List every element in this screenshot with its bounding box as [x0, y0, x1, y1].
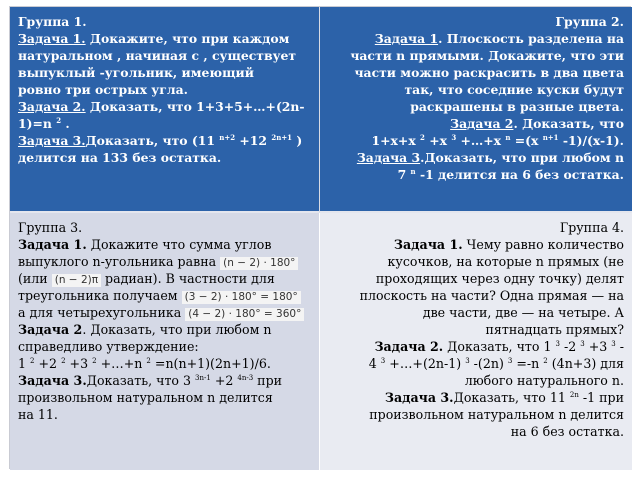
- exponent: 2: [543, 356, 548, 365]
- group-2-task-1-line-5: раскрашены в разные цвета.: [410, 99, 624, 114]
- task-text: 1)=n: [18, 116, 57, 131]
- exponent: 2: [61, 356, 66, 365]
- exponent: n: [505, 132, 511, 142]
- task-text: +x: [424, 133, 452, 148]
- task-text: треугольника получаем: [18, 288, 178, 303]
- task-text: -1 делится на 6 без остатка.: [415, 167, 624, 182]
- group-3-task-2-label: Задача 2: [18, 322, 83, 337]
- task-text: .Доказать, что при любом n: [420, 150, 624, 165]
- task-text: . Плоскость разделена на: [438, 31, 624, 46]
- group-4-cell: [320, 213, 632, 470]
- group-3-task-3-label: Задача 3.: [18, 373, 87, 388]
- exponent: 3: [555, 339, 560, 348]
- group-2-task-1-label: Задача 1: [374, 31, 439, 46]
- group-2-task-1-line-1: [328, 30, 624, 47]
- group-4-task-2-line-1: [328, 338, 624, 355]
- exponent: 3: [580, 339, 585, 348]
- exponent: n+1: [542, 132, 559, 142]
- task-text: =(x: [510, 133, 543, 148]
- group-1-task-2-line-1: [18, 98, 311, 115]
- group-2-title: Группа 2.: [555, 14, 624, 29]
- group-2-task-1-line-4: так, что соседние куски будут: [404, 82, 624, 97]
- group-3-task-1-line-3: [18, 270, 311, 287]
- task-text: +2: [210, 373, 238, 388]
- task-text: +12: [235, 133, 272, 148]
- formula-image: (n − 2)π: [52, 274, 101, 287]
- task-text: Доказать, что 3: [86, 373, 196, 388]
- group-3-task-3-line-3: на 11.: [18, 407, 58, 422]
- group-3-title: Группа 3.: [18, 220, 83, 235]
- exponent: 3: [611, 339, 616, 348]
- group-4-task-1-label: Задача 1.: [393, 237, 463, 252]
- task-text: +3: [584, 339, 612, 354]
- group-1-cell: [10, 7, 320, 213]
- group-4-task-1-line-2: кусочков, на которые n прямых (не: [387, 254, 624, 269]
- group-2-task-3-label: Задача 3: [356, 150, 421, 165]
- group-2-task-2-line-1: [328, 115, 624, 132]
- task-text: -1 при: [578, 390, 624, 405]
- task-text: Докажите что сумма углов: [86, 237, 272, 252]
- group-1-task-1-line-4: ровно три острых угла.: [18, 82, 188, 97]
- task-text: +…+x: [456, 133, 506, 148]
- formula-image: (4 − 2) · 180° = 360°: [185, 308, 304, 321]
- exponent: 3: [507, 356, 513, 365]
- task-text: Доказать, что (11: [85, 133, 220, 148]
- group-3-task-1-line-1: [18, 236, 311, 253]
- group-3-task-1-line-2: [18, 253, 311, 270]
- group-3-cell: [10, 213, 320, 470]
- group-3-task-2-line-3: [18, 355, 311, 372]
- task-text: +…+(2n-1): [385, 356, 466, 371]
- exponent: 3: [451, 132, 457, 142]
- group-1-title: Группа 1.: [18, 14, 87, 29]
- group-4-task-3-line-3: на 6 без остатка.: [510, 424, 624, 439]
- group-4-title: Группа 4.: [559, 220, 624, 235]
- group-3-task-1-line-5: [18, 304, 311, 321]
- group-3-task-1-line-4: [18, 287, 311, 304]
- group-4-task-1-line-3: проходящих через одну точку) делят: [375, 271, 624, 286]
- group-2-task-1-line-3: части можно раскрасить в два цвета: [354, 65, 624, 80]
- group-1-task-2-label: Задача 2.: [18, 99, 86, 114]
- group-3-task-2-line-2: справедливо утверждение:: [18, 339, 199, 354]
- groups-table: [9, 6, 631, 469]
- exponent: 2: [420, 132, 425, 142]
- exponent: 2: [92, 356, 97, 365]
- group-4-task-1-line-6: пятнадцать прямых?: [485, 322, 624, 337]
- task-text: Чему равно количество: [462, 237, 624, 252]
- task-text: +2: [34, 356, 62, 371]
- task-text: ): [292, 133, 303, 148]
- task-text: при: [253, 373, 283, 388]
- group-2-task-3-line-1: [328, 149, 624, 166]
- task-text: 1: [18, 356, 31, 371]
- group-4-task-2-line-3: любого натурального n.: [464, 373, 624, 388]
- exponent: 3: [380, 356, 386, 365]
- formula-image: (3 − 2) · 180° = 180°: [182, 291, 301, 304]
- exponent: 2: [30, 356, 35, 365]
- task-text: Доказать, что 1: [443, 339, 556, 354]
- exponent: n: [410, 166, 416, 176]
- group-4-task-1-line-4: плоскость на части? Одна прямая — на: [359, 288, 624, 303]
- group-4-task-3-label: Задача 3.: [384, 390, 454, 405]
- group-4-task-1-line-5: две части, две — на четыре. А: [422, 305, 624, 320]
- task-text: Доказать, что 1+3+5+…+(2n-: [85, 99, 305, 114]
- task-text: 4: [368, 356, 381, 371]
- task-text: -2: [559, 339, 581, 354]
- exponent: 2n+1: [271, 132, 293, 142]
- exponent: 2: [146, 356, 151, 365]
- task-text: выпуклого n-угольника равна: [18, 254, 217, 269]
- group-3-task-3-line-2: произвольном натуральном n делится: [18, 390, 273, 405]
- task-text: 1+x+x: [371, 133, 421, 148]
- group-3-task-3-line-1: [18, 372, 311, 389]
- task-text: (или: [18, 271, 52, 286]
- group-1-task-1-line-2: натуральном , начиная с , существует: [18, 48, 297, 63]
- group-1-task-1-label: Задача 1.: [18, 31, 86, 46]
- task-text: (4n+3) для: [547, 356, 624, 371]
- task-text: =n(n+1)(2n+1)/6.: [150, 356, 271, 371]
- exponent: 3: [465, 356, 470, 365]
- group-1-task-3-line-1: [18, 132, 311, 149]
- group-1-task-1-line-3: выпуклый -угольник, имеющий: [18, 65, 254, 80]
- exponent: 3n-1: [195, 373, 211, 382]
- task-text: Доказать, что 11: [453, 390, 570, 405]
- exponent: n+2: [219, 132, 236, 142]
- group-4-task-3-line-2: произвольном натуральном n делится: [369, 407, 624, 422]
- group-2-cell: [320, 7, 632, 213]
- group-3-task-2-line-1: [18, 321, 311, 338]
- task-text: а для четырехугольника: [18, 305, 182, 320]
- task-text: -: [615, 339, 624, 354]
- exponent: 2n: [569, 390, 579, 399]
- group-2-task-3-line-2: [328, 166, 624, 183]
- group-1-task-1-line-1: [18, 30, 311, 47]
- group-4-task-2-line-2: [328, 355, 624, 372]
- task-text: радиан). В частности для: [101, 271, 275, 286]
- task-text: . Доказать, что: [513, 116, 624, 131]
- group-4-task-3-line-1: [328, 389, 624, 406]
- group-1-task-3-line-2: делится на 133 без остатка.: [18, 150, 222, 165]
- task-text: . Доказать, что при любом n: [82, 322, 272, 337]
- task-text: -(2n): [469, 356, 508, 371]
- group-2-task-1-line-2: части n прямыми. Докажите, что эти: [350, 48, 624, 63]
- group-3-task-1-label: Задача 1.: [18, 237, 87, 252]
- exponent: 2: [56, 115, 62, 125]
- exponent: 4n-3: [237, 373, 254, 382]
- task-text: =-n: [512, 356, 544, 371]
- group-1-task-3-label: Задача 3.: [18, 133, 86, 148]
- group-2-task-2-label: Задача 2: [450, 116, 514, 131]
- task-text: .: [61, 116, 70, 131]
- task-text: +…+n: [96, 356, 147, 371]
- task-text: 7: [397, 167, 411, 182]
- task-text: -1)/(x-1).: [558, 133, 624, 148]
- task-text: +3: [65, 356, 93, 371]
- formula-image: (n − 2) · 180°: [220, 257, 298, 270]
- group-2-task-2-line-2: [328, 132, 624, 149]
- group-4-task-2-label: Задача 2.: [374, 339, 444, 354]
- group-1-task-2-line-2: [18, 115, 311, 132]
- task-text: Докажите, что при каждом: [85, 31, 290, 46]
- group-4-task-1-line-1: [328, 236, 624, 253]
